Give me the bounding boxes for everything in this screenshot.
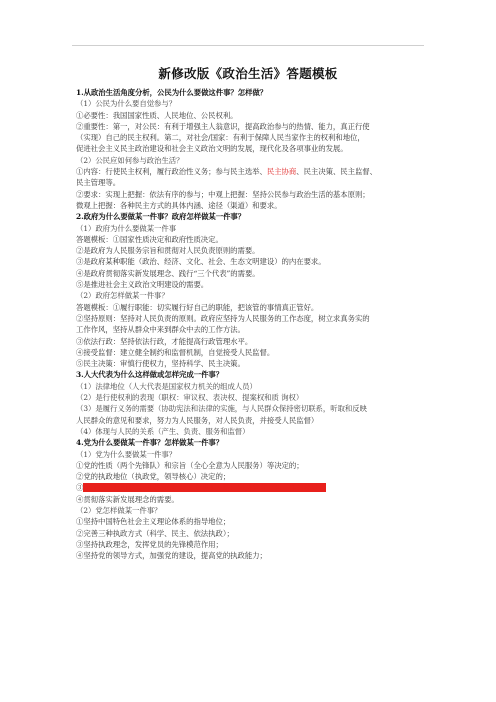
line-text: 答题模板：①履行职能：切实履行好自己的职能，把该管的事情真正管好。 [76, 302, 319, 312]
subsection-heading [76, 155, 424, 166]
line-text: ②是政府为人民服务宗旨和贯彻对人民负责原则的需要。 [76, 246, 260, 256]
line-text: ②坚持原则：坚持对人民负责的原则。政府应坚持为人民服务的工作态度，树立求真务实的 [76, 313, 370, 323]
subsection-heading [76, 449, 424, 460]
line-text: ①内容：行使民主权利，履行政治性义务；参与民主选举、 [76, 167, 267, 177]
body-line [76, 245, 424, 256]
line-text: 人民群众的意见和要求，努力为人民服务，对人民负责，并接受人民监督） [76, 415, 319, 425]
line-text: ②重要性：第一，对公民：有利于增强主人翁意识，提高政治参与的热情、能力，真正行使 [76, 121, 370, 131]
line-text: （2）党怎样做某一件事？ [76, 505, 162, 515]
line-text: ①坚持中国特色社会主义理论体系的指导地位； [76, 517, 231, 527]
line-text: 3.人大代表为什么这样做或怎样完成一件事？ [76, 370, 224, 380]
section-heading [76, 87, 424, 98]
line-text: ②要求：实现上把握：依法有序的参与；中观上把握：坚持公民参与政治生活的基本原则； [76, 189, 370, 199]
body-line [76, 132, 424, 143]
body-line [76, 279, 424, 290]
line-text: （2）是行使权利的表现（职权：审议权、表决权、提案权和质 询权） [76, 393, 304, 403]
line-text: 促进社会主义民主政治建设和社会主义政治文明的发展，现代化及各项事业的发展。 [76, 144, 348, 154]
line-text: 民主管理等。 [76, 178, 121, 188]
body-line [76, 324, 424, 335]
line-text: ③坚持执政理念，发挥党员的先锋模范作用； [76, 539, 223, 549]
highlighted-text: 新时代坚持和发展中国特色社会主义基本方略：坚持党对一切工作的领导。 [83, 483, 326, 493]
line-text: ①党的性质（两个先锋队）和宗旨（全心全意为人民服务）等决定的； [76, 460, 304, 470]
line-text: ③依法行政：坚持依法行政，才能提高行政管理水平。 [76, 336, 253, 346]
subsection-heading [76, 426, 424, 437]
line-text: （1）法律地位（人大代表是国家权力机关的组成人员） [76, 381, 257, 391]
body-line [76, 143, 424, 154]
body-line [76, 336, 424, 347]
subsection-heading [76, 403, 424, 414]
line-text: （3）是履行义务的需要（协助宪法和法律的实施，与人民群众保持密切联系，听取和反映 [76, 404, 367, 414]
line-text: 工作作风，坚持从群众中来到群众中去的工作方法。 [76, 325, 245, 335]
line-text: 微观上把握：各种民主方式的具体内涵、途径（渠道）和要求。 [76, 200, 282, 210]
line-text: ④是政府贯彻落实新发展理念、践行“三个代表”的需要。 [76, 268, 260, 278]
subsection-heading [76, 290, 424, 301]
body-line [76, 482, 424, 493]
body-line [76, 415, 424, 426]
subsection-heading [76, 223, 424, 234]
line-text: 4.党为什么要做某一件事？怎样做某一件事？ [76, 438, 224, 448]
line-text: 1.从政治生活角度分析，公民为什么要做这件事？怎样做？ [76, 88, 268, 97]
header-rule [72, 45, 424, 46]
line-text: 、民主决策、民主监督、 [296, 167, 377, 177]
body-line [76, 460, 424, 471]
line-text: （4）体现与人民的关系（产生、负责、服务和监督） [76, 426, 250, 436]
line-text: （1）公民为什么要自觉参与？ [76, 99, 177, 109]
line-text: ⑤民主决策：审慎行使权力，坚持科学、民主决策。 [76, 359, 245, 369]
line-text: ④坚持党的领导方式，加强党的建设，提高党的执政能力； [76, 551, 267, 561]
line-text: （实现）自己的民主权利。第二，对社会/国家：有利于保障人民当家作主的权利和地位， [76, 133, 365, 143]
body-line [76, 358, 424, 369]
line-text: 答题模板：①国家性质决定和政府性质决定。 [76, 234, 223, 244]
section-heading [76, 211, 424, 222]
body-line [76, 539, 424, 550]
line-text: ④贯彻落实新发展理念的需要。 [76, 494, 179, 504]
subsection-heading [76, 98, 424, 109]
subsection-heading [76, 505, 424, 516]
body-line [76, 494, 424, 505]
line-text: ③ [76, 483, 84, 493]
body-line [76, 516, 424, 527]
line-text: ④接受监督：建立健全制约和监督机制，自觉接受人民监督。 [76, 347, 275, 357]
body-line [76, 347, 424, 358]
line-text: ②完善三种执政方式（科学、民主、依法执政）； [76, 528, 234, 538]
body-line [76, 166, 424, 177]
line-text: ③是政府某种职能（政治、经济、文化、社会、生态文明建设）的内在要求。 [76, 257, 326, 267]
body-line [76, 302, 424, 313]
section-heading [76, 437, 424, 448]
body-line [76, 200, 424, 211]
body-line [76, 121, 424, 132]
line-text: （1）政府为什么要做某一件事 [76, 223, 177, 233]
subsection-heading [76, 392, 424, 403]
body-line [76, 313, 424, 324]
document-title: 新修改版《政治生活》答题模板 [158, 66, 338, 81]
subsection-heading [76, 381, 424, 392]
body-line [76, 528, 424, 539]
body-line [76, 550, 424, 561]
line-text: ②党的执政地位（执政党，领导核心）决定的； [76, 472, 231, 482]
section-heading [76, 369, 424, 380]
body-line [76, 268, 424, 279]
body-line [76, 177, 424, 188]
line-text: （1）党为什么要做某一件事？ [76, 449, 177, 459]
body-line [76, 110, 424, 121]
body-line [76, 234, 424, 245]
body-line [76, 256, 424, 267]
emphasis-text: 民主协商 [266, 167, 297, 177]
document-body [76, 87, 424, 561]
line-text: 2.政府为什么要做某一件事？政府怎样做某一件事？ [76, 212, 246, 222]
line-text: （2）政府怎样做某一件事？ [76, 291, 169, 301]
body-line [76, 471, 424, 482]
line-text: ①必要性：我国国家性质、人民地位、公民权利。 [76, 110, 238, 120]
line-text: ⑤是推进社会主义政治文明建设的需要。 [76, 280, 209, 290]
line-text: （2）公民应如何参与政治生活？ [76, 155, 184, 165]
body-line [76, 189, 424, 200]
